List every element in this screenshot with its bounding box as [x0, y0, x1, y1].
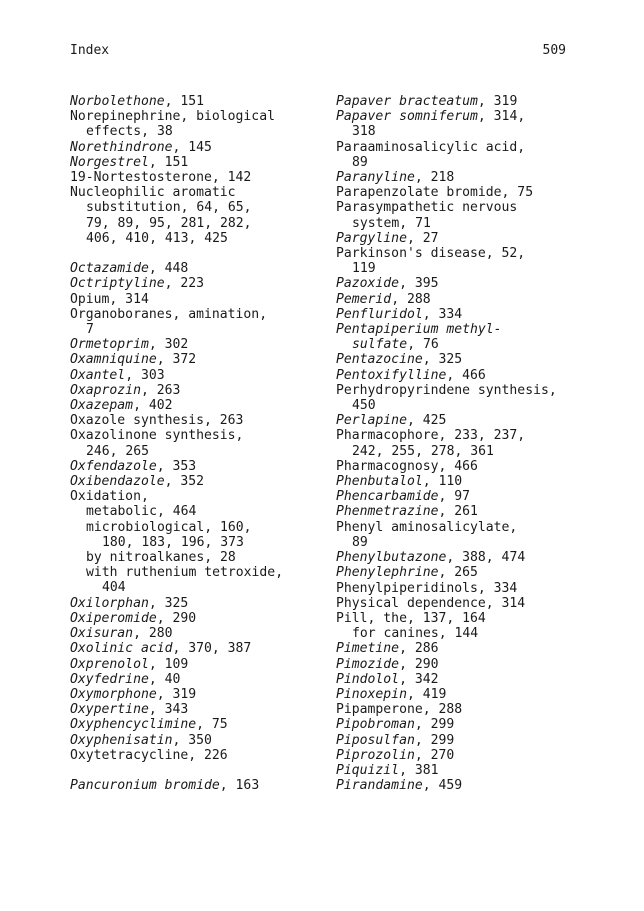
index-entry [336, 109, 636, 124]
entry-term: Oxyphencyclimine [70, 717, 197, 733]
index-entry [70, 261, 332, 276]
entry-term: Oxyphenisatin [70, 732, 173, 748]
entry-text: , 370, 387 [172, 641, 252, 657]
index-entry [336, 565, 636, 580]
index-entry [70, 596, 332, 611]
index-entry [70, 94, 332, 109]
entry-text: , 402 [133, 398, 173, 414]
entry-term: Papaver bracteatum [336, 94, 478, 109]
entry-text: , 334 [422, 306, 463, 322]
entry-text: , 223 [164, 276, 205, 292]
entry-text: Norepinephrine, biological [70, 109, 275, 125]
entry-term: Oxfendazole [70, 458, 157, 474]
entry-term: Oxolinic acid [70, 641, 173, 657]
index-entry [70, 474, 332, 489]
entry-text: for canines, 144 [352, 626, 479, 642]
index-entry [336, 748, 636, 763]
index-subentry [336, 337, 636, 352]
entry-term: Pinoxepin [336, 686, 407, 702]
index-entry [70, 398, 332, 413]
index-entry [70, 733, 332, 748]
entry-text: , 325 [422, 352, 463, 368]
entry-text: Pharmacognosy, 466 [336, 458, 478, 474]
entry-term: Pirandamine [336, 778, 423, 794]
entry-term: Octriptyline [70, 276, 165, 292]
entry-text: 180, 183, 196, 373 [102, 534, 244, 550]
index-entry [336, 200, 636, 215]
entry-term: Oxisuran [70, 626, 134, 642]
index-entry [336, 474, 636, 489]
entry-text: , 97 [438, 489, 471, 505]
entry-text: system, 71 [352, 215, 431, 231]
index-subentry [336, 261, 636, 276]
index-entry [70, 657, 332, 672]
entry-text: Pill, the, 137, 164 [336, 610, 486, 626]
index-entry [70, 155, 332, 170]
entry-text: Oxazole synthesis, 263 [70, 413, 244, 429]
entry-text: , 350 [172, 732, 212, 748]
index-subentry [336, 626, 636, 641]
index-entry [336, 368, 636, 383]
entry-gap [70, 246, 332, 261]
entry-text: , 40 [148, 671, 181, 687]
index-subentry [336, 124, 636, 139]
entry-text: , 75 [196, 717, 228, 733]
entry-text: 89 [352, 534, 368, 550]
index-entry [336, 292, 636, 307]
index-entry [336, 459, 636, 474]
index-entry [336, 504, 636, 519]
entry-text: 404 [102, 580, 126, 596]
entry-text: , 280 [133, 626, 173, 642]
entry-text: , 286 [399, 641, 439, 657]
entry-term: Phencarbamide [336, 489, 439, 505]
entry-term: Papaver somniferum [336, 109, 478, 125]
entry-text: , 395 [399, 276, 439, 292]
index-entry [70, 368, 332, 383]
index-entry [336, 322, 636, 337]
entry-text: , 288 [391, 291, 431, 307]
entry-text: 450 [352, 398, 376, 414]
entry-text: , 372 [156, 352, 197, 368]
entry-term: Octazamide [70, 261, 149, 277]
entry-term: Pentapiperium methyl- [336, 322, 502, 338]
entry-text: Nucleophilic aromatic [70, 185, 236, 201]
entry-term: Ormetoprim [70, 337, 149, 353]
entry-term: Pentoxifylline [336, 367, 447, 383]
entry-gap [70, 763, 332, 778]
entry-text: , 218 [414, 170, 455, 186]
index-entry [70, 337, 332, 352]
index-entry [70, 428, 332, 443]
entry-term: sulfate [352, 337, 408, 353]
entry-text: Oxidation, [70, 489, 149, 505]
entry-term: Phenylbutazone [336, 550, 447, 566]
entry-text: , 314, [477, 109, 526, 125]
index-entry [336, 657, 636, 672]
index-entry [336, 352, 636, 367]
index-entry [70, 276, 332, 291]
entry-term: Pimetine [336, 641, 400, 657]
entry-text: Phenyl aminosalicylate, [336, 519, 518, 535]
entry-text: , 325 [148, 595, 189, 611]
index-entry [70, 185, 332, 200]
index-subentry [336, 216, 636, 231]
entry-text: , 110 [422, 474, 463, 490]
index-subentry [70, 504, 332, 519]
entry-text: , 27 [406, 230, 439, 246]
index-entry [336, 94, 636, 109]
index-subentry [70, 550, 332, 565]
index-entry [336, 276, 636, 291]
index-entry [336, 641, 636, 656]
entry-text: Pipamperone, 288 [336, 702, 463, 718]
entry-text: , 466 [446, 367, 486, 383]
index-subentry [336, 155, 636, 170]
index-column-right [336, 94, 636, 793]
index-entry [70, 413, 332, 428]
entry-text: Organoboranes, amination, [70, 306, 268, 322]
index-entry [336, 140, 636, 155]
entry-text: , 265 [438, 565, 478, 581]
entry-text: , 388, 474 [446, 550, 526, 566]
entry-text: Oxytetracycline, 226 [70, 747, 228, 763]
index-entry [336, 717, 636, 732]
index-entry [336, 581, 636, 596]
index-subentry [70, 580, 332, 595]
index-subentry [70, 565, 332, 580]
entry-text: substitution, 64, 65, [86, 200, 252, 216]
entry-text: , 381 [399, 762, 439, 778]
index-entry [336, 185, 636, 200]
running-head [70, 42, 566, 60]
entry-text: 79, 89, 95, 281, 282, [86, 215, 252, 231]
index-subentry [70, 124, 332, 139]
entry-text: , 302 [148, 337, 189, 353]
entry-text: , 263 [140, 382, 181, 398]
index-entry [70, 292, 332, 307]
entry-text: 119 [352, 261, 376, 277]
entry-text: 406, 410, 413, 425 [86, 230, 228, 246]
index-entry [70, 717, 332, 732]
entry-text: , 151 [148, 154, 189, 170]
index-entry [336, 733, 636, 748]
index-entry [70, 672, 332, 687]
index-entry [70, 307, 332, 322]
entry-text: metabolic, 464 [86, 504, 197, 520]
entry-term: Oxprenolol [70, 656, 149, 672]
index-entry [70, 702, 332, 717]
page-number: 509 [542, 43, 566, 58]
entry-term: Oxyfedrine [70, 671, 149, 687]
entry-text: , 290 [156, 610, 197, 626]
entry-text: by nitroalkanes, 28 [86, 550, 236, 566]
index-entry [336, 596, 636, 611]
entry-text: 246, 265 [86, 443, 150, 459]
entry-term: Oxiperomide [70, 610, 157, 626]
entry-term: Pargyline [336, 230, 407, 246]
index-entry [336, 550, 636, 565]
index-subentry [70, 535, 332, 550]
entry-text: Parasympathetic nervous [336, 200, 518, 216]
entry-text: , 342 [399, 671, 439, 687]
section-title: Index [70, 43, 110, 58]
entry-term: Pentazocine [336, 352, 423, 368]
entry-text: , 76 [407, 337, 439, 353]
index-entry [336, 413, 636, 428]
entry-term: Perlapine [336, 413, 407, 429]
entry-term: Paranyline [336, 170, 415, 186]
entry-term: Pipobroman [336, 717, 415, 733]
entry-text: with ruthenium tetroxide, [86, 565, 284, 581]
entry-text: effects, 38 [86, 124, 173, 140]
index-entry [336, 246, 636, 261]
entry-text: Phenylpiperidinols, 334 [336, 580, 518, 596]
entry-term: Phenylephrine [336, 565, 439, 581]
index-entry [336, 763, 636, 778]
index-entry [70, 383, 332, 398]
entry-text: , 425 [406, 413, 447, 429]
index-entry [336, 383, 636, 398]
index-entry [336, 611, 636, 626]
entry-term: Phenbutalol [336, 474, 423, 490]
entry-term: Piprozolin [336, 747, 415, 763]
index-entry [336, 672, 636, 687]
index-entry [336, 231, 636, 246]
entry-text: Parapenzolate bromide, 75 [336, 185, 534, 201]
entry-text: , 145 [172, 139, 212, 155]
entry-term: Piquizil [336, 762, 400, 778]
index-subentry [336, 444, 636, 459]
index-entry [336, 702, 636, 717]
index-entry [336, 170, 636, 185]
entry-text: , 319 [477, 94, 518, 109]
entry-text: 242, 255, 278, 361 [352, 443, 494, 459]
entry-text: Perhydropyrindene synthesis, [336, 382, 557, 398]
index-entry [70, 748, 332, 763]
index-subentry [70, 231, 332, 246]
entry-text: , 343 [148, 702, 189, 718]
entry-text: , 290 [399, 656, 439, 672]
entry-text: Pharmacophore, 233, 237, [336, 428, 526, 444]
index-subentry [336, 398, 636, 413]
entry-text: , 319 [156, 686, 197, 702]
entry-term: Norgestrel [70, 154, 149, 170]
entry-term: Oxazepam [70, 398, 134, 414]
entry-text: 19-Nortestosterone, 142 [70, 170, 252, 186]
entry-term: Oxamniquine [70, 352, 157, 368]
index-subentry [70, 216, 332, 231]
index-subentry [70, 520, 332, 535]
index-entry [336, 687, 636, 702]
entry-text: , 352 [164, 474, 205, 490]
index-entry [70, 459, 332, 474]
entry-term: Oxibendazole [70, 474, 165, 490]
entry-text: , 299 [414, 732, 455, 748]
entry-text: Physical dependence, 314 [336, 595, 526, 611]
entry-term: Pimozide [336, 656, 400, 672]
entry-term: Norbolethone [70, 94, 165, 109]
entry-text: , 261 [438, 504, 478, 520]
index-subentry [336, 535, 636, 550]
index-subentry [70, 200, 332, 215]
index-entry [336, 428, 636, 443]
entry-term: Piposulfan [336, 732, 415, 748]
index-entry [336, 778, 636, 793]
entry-term: Oxilorphan [70, 595, 149, 611]
entry-text: Opium, 314 [70, 291, 149, 307]
entry-term: Penfluridol [336, 306, 423, 322]
entry-text: 318 [352, 124, 376, 140]
entry-text: , 448 [148, 261, 189, 277]
entry-text: 7 [86, 322, 94, 338]
index-entry [70, 140, 332, 155]
entry-term: Pancuronium bromide [70, 778, 220, 794]
index-entry [70, 626, 332, 641]
index-column-left [70, 94, 332, 793]
entry-text: 89 [352, 154, 368, 170]
entry-text: Parkinson's disease, 52, [336, 246, 526, 262]
entry-text: , 353 [156, 458, 197, 474]
entry-text: , 109 [148, 656, 189, 672]
index-entry [336, 489, 636, 504]
index-entry [70, 641, 332, 656]
index-entry [70, 489, 332, 504]
entry-term: Pemerid [336, 291, 392, 307]
entry-text: , 303 [125, 367, 165, 383]
entry-text: , 151 [164, 94, 205, 109]
entry-term: Oxantel [70, 367, 126, 383]
entry-term: Oxaprozin [70, 382, 141, 398]
index-entry [336, 307, 636, 322]
entry-term: Oxymorphone [70, 686, 157, 702]
entry-term: Oxypertine [70, 702, 149, 718]
entry-term: Phenmetrazine [336, 504, 439, 520]
index-subentry [70, 444, 332, 459]
entry-text: , 459 [422, 778, 463, 794]
entry-text: , 163 [219, 778, 260, 794]
entry-term: Norethindrone [70, 139, 173, 155]
entry-text: , 419 [406, 686, 447, 702]
entry-text: Oxazolinone synthesis, [70, 428, 244, 444]
index-entry [70, 352, 332, 367]
entry-term: Pindolol [336, 671, 400, 687]
index-entry [70, 611, 332, 626]
entry-text: Paraaminosalicylic acid, [336, 139, 526, 155]
index-entry [70, 687, 332, 702]
index-entry [70, 109, 332, 124]
entry-text: , 299 [414, 717, 455, 733]
index-subentry [70, 322, 332, 337]
entry-text: microbiological, 160, [86, 519, 252, 535]
entry-term: Pazoxide [336, 276, 400, 292]
index-entry [70, 170, 332, 185]
index-entry [336, 520, 636, 535]
entry-text: , 270 [414, 747, 455, 763]
index-entry [70, 778, 332, 793]
